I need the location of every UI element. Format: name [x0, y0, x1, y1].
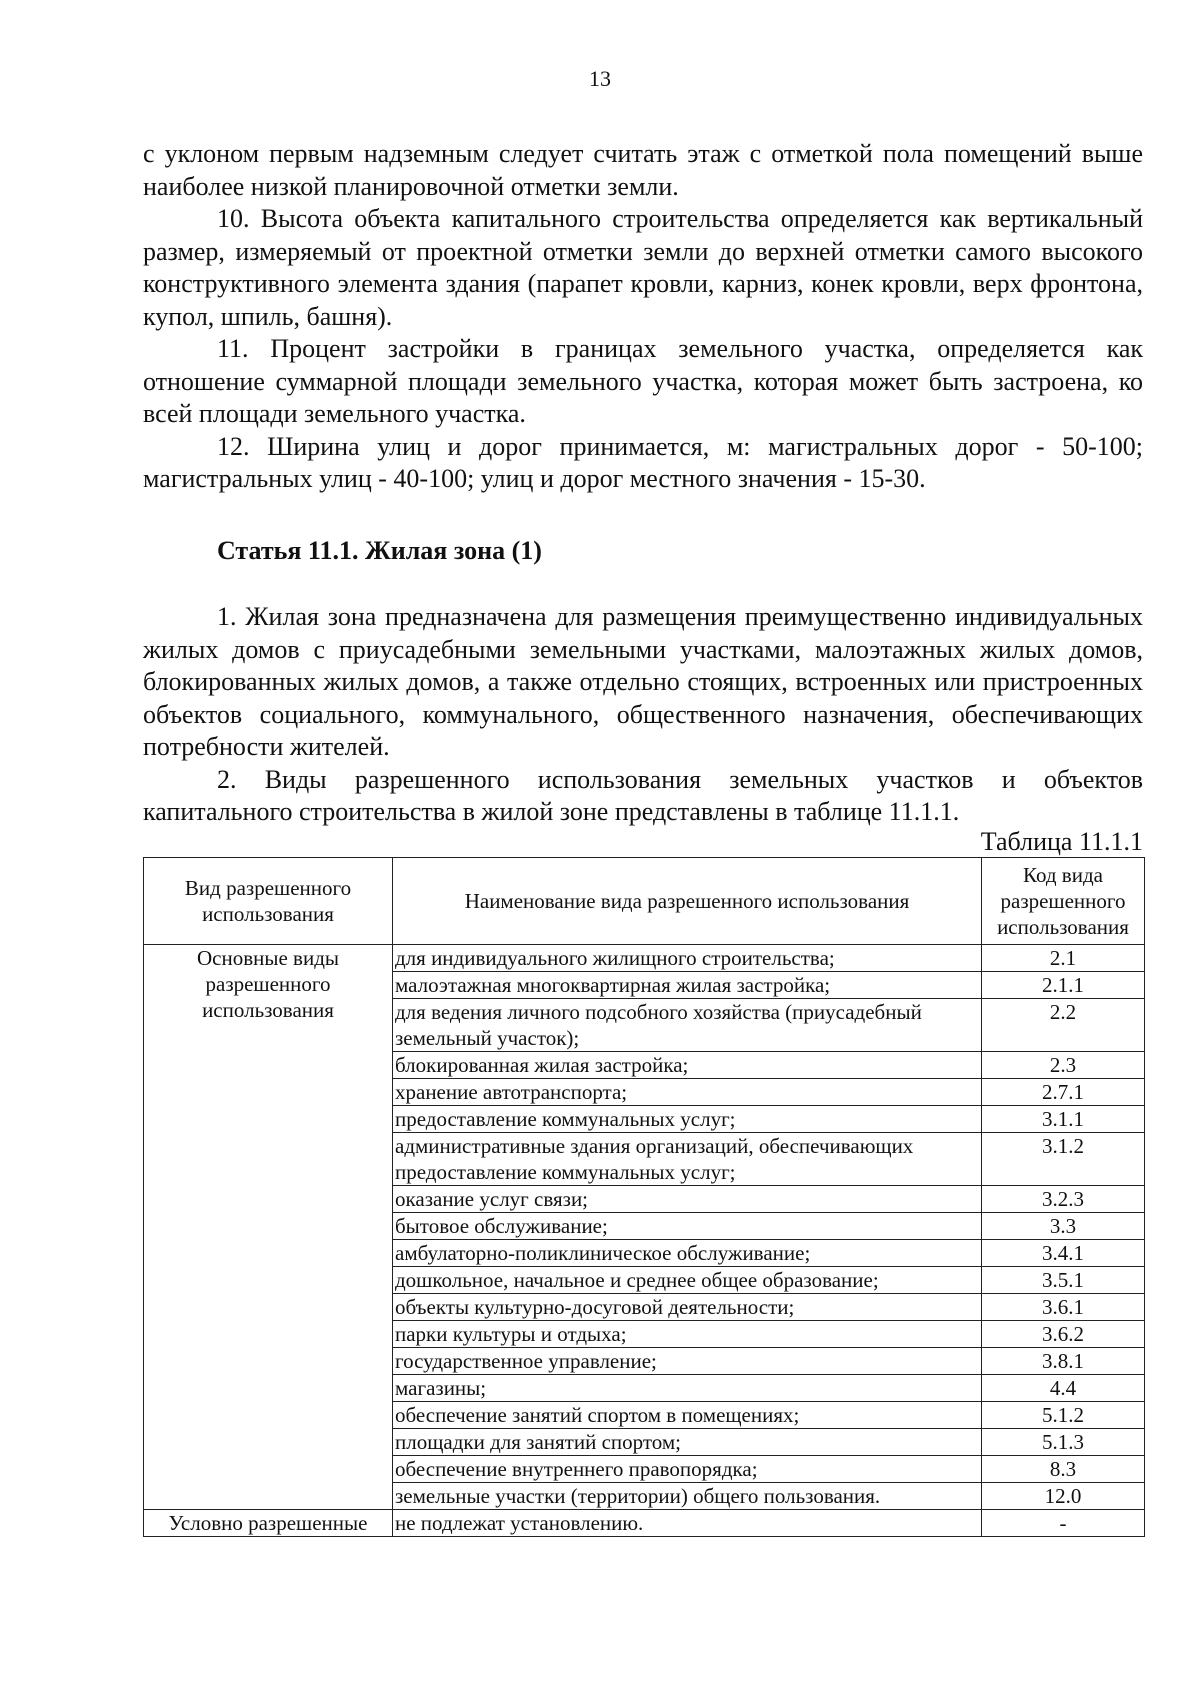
use-name-cell: для индивидуального жилищного строительства;: [393, 945, 982, 972]
use-name-cell: магазины;: [393, 1375, 982, 1402]
use-code-cell: 3.5.1: [982, 1267, 1145, 1294]
use-code-cell: 2.1.1: [982, 972, 1145, 999]
use-code-cell: 3.6.1: [982, 1294, 1145, 1321]
use-code-cell: 4.4: [982, 1375, 1145, 1402]
use-name-cell: амбулаторно-поликлиническое обслуживание;: [393, 1240, 982, 1267]
use-code-cell: 5.1.2: [982, 1402, 1145, 1429]
permitted-use-table: [143, 857, 1145, 1537]
header-code: Код вида разрешенного использования: [982, 858, 1145, 945]
conditional-row: [144, 1510, 1145, 1537]
header-name: Наименование вида разрешенного использования: [393, 858, 982, 945]
use-name-cell: обеспечение занятий спортом в помещениях;: [393, 1402, 982, 1429]
use-code-cell: 3.8.1: [982, 1348, 1145, 1375]
paragraphs-zone: [143, 601, 1143, 829]
conditional-name-cell: не подлежат установлению.: [393, 1510, 982, 1537]
use-name-cell: малоэтажная многоквартирная жилая застройка;: [393, 972, 982, 999]
use-name-cell: дошкольное, начальное и среднее общее образование;: [393, 1267, 982, 1294]
use-code-cell: 5.1.3: [982, 1429, 1145, 1456]
use-name-cell: бытовое обслуживание;: [393, 1213, 982, 1240]
use-name-cell: парки культуры и отдыха;: [393, 1321, 982, 1348]
use-code-cell: 3.1.2: [982, 1133, 1145, 1186]
paragraph-continuation: с уклоном первым надземным следует считать этаж с отметкой пола помещений выше наиболее низкой планировочной отметки земли.: [143, 139, 1143, 201]
paragraph-street-width: 12. Ширина улиц и дорог принимается, м: магистральных дорог - 50-100; магистральных улиц - 40-100; улиц и дорог местного значения - 15-30.: [143, 431, 1143, 493]
table-row: [144, 945, 1145, 972]
use-code-cell: 3.3: [982, 1213, 1145, 1240]
use-code-cell: 3.2.3: [982, 1186, 1145, 1213]
use-name-cell: административные здания организаций, обеспечивающих предоставление коммунальных услуг;: [393, 1133, 982, 1186]
main-group-label: Основные виды разрешенного использования: [144, 945, 393, 1510]
paragraph-zone-purpose: 1. Жилая зона предназначена для размещения преимущественно индивидуальных жилых домов с приусадебными земельными участками, малоэтажных жилых домов, блокированных жилых домов, а также отдельно стоящих, встроенных или пристроенных объектов социального, коммунального, общественного назначения, обеспечивающих потребности жителей.: [143, 602, 1143, 761]
conditional-type-cell: Условно разрешенные: [144, 1510, 393, 1537]
table-caption: Таблица 11.1.1: [980, 827, 1143, 856]
page-number: 13: [589, 66, 611, 91]
section-heading: Статья 11.1. Жилая зона (1): [217, 536, 542, 565]
paragraph-zone-table-ref: 2. Виды разрешенного использования земельных участков и объектов капитального строительства в жилой зоне представлены в таблице 11.1.1.: [143, 764, 1143, 826]
use-code-cell: 3.1.1: [982, 1106, 1145, 1133]
use-code-cell: 8.3: [982, 1456, 1145, 1483]
table-body: [144, 945, 1145, 1537]
use-name-cell: государственное управление;: [393, 1348, 982, 1375]
use-code-cell: 2.1: [982, 945, 1145, 972]
use-code-cell: 3.4.1: [982, 1240, 1145, 1267]
use-code-cell: 2.2: [982, 999, 1145, 1052]
use-code-cell: 3.6.2: [982, 1321, 1145, 1348]
use-name-cell: хранение автотранспорта;: [393, 1079, 982, 1106]
use-name-cell: предоставление коммунальных услуг;: [393, 1106, 982, 1133]
paragraph-height-definition: 10. Высота объекта капитального строительства определяется как вертикальный размер, измеряемый от проектной отметки земли до верхней отметки самого высокого конструктивного элемента здания (парапет кровли, карниз, конек кровли, верх фронтона, купол, шпиль, башня).: [143, 204, 1143, 331]
use-code-cell: 2.7.1: [982, 1079, 1145, 1106]
use-name-cell: для ведения личного подсобного хозяйства (приусадебный земельный участок);: [393, 999, 982, 1052]
paragraphs-top: [143, 138, 1143, 496]
use-name-cell: площадки для занятий спортом;: [393, 1429, 982, 1456]
conditional-code-cell: -: [982, 1510, 1145, 1537]
use-code-cell: 12.0: [982, 1483, 1145, 1510]
use-name-cell: оказание услуг связи;: [393, 1186, 982, 1213]
use-name-cell: объекты культурно-досуговой деятельности;: [393, 1294, 982, 1321]
paragraph-coverage-percent: 11. Процент застройки в границах земельного участка, определяется как отношение суммарной площади земельного участка, которая может быть застроена, ко всей площади земельного участка.: [143, 334, 1143, 428]
use-name-cell: земельные участки (территории) общего пользования.: [393, 1483, 982, 1510]
use-code-cell: 2.3: [982, 1052, 1145, 1079]
use-name-cell: обеспечение внутреннего правопорядка;: [393, 1456, 982, 1483]
header-type: Вид разрешенного использования: [144, 858, 393, 945]
table-header-row: [144, 858, 1145, 945]
use-name-cell: блокированная жилая застройка;: [393, 1052, 982, 1079]
